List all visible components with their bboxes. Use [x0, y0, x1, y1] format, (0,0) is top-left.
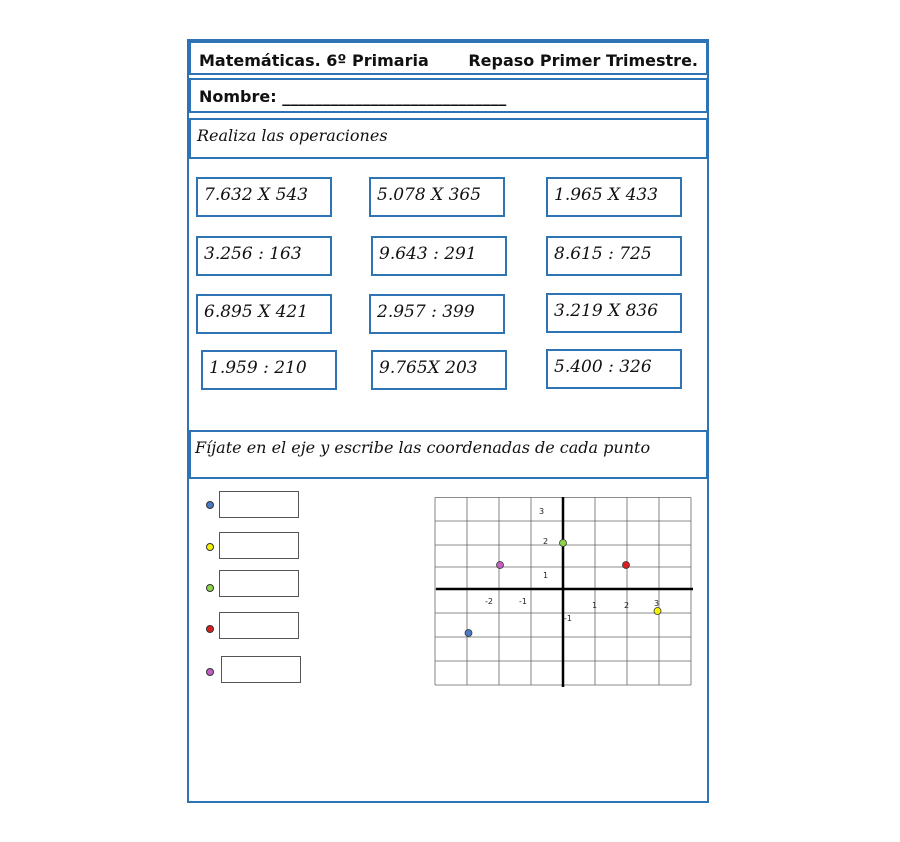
operation-box[interactable]: 5.400 : 326: [546, 349, 682, 389]
x-tick-label: 2: [624, 601, 630, 610]
purple-point-answer[interactable]: [221, 656, 301, 683]
point-red: [623, 562, 630, 569]
axes: [436, 497, 693, 687]
operation-box[interactable]: 8.615 : 725: [546, 236, 682, 276]
coordinates-instruction: Fíjate en el eje y escribe las coordenadas de cada punto: [195, 438, 651, 457]
point-yellow: [654, 608, 661, 615]
y-tick-label: 2: [543, 537, 549, 546]
operation-box[interactable]: 5.078 X 365: [369, 177, 505, 217]
header-band: [189, 41, 708, 75]
operations-instruction: Realiza las operaciones: [197, 126, 388, 145]
x-tick-label: -2: [485, 597, 493, 606]
operation-box[interactable]: 2.957 : 399: [369, 294, 505, 334]
x-tick-label: 3: [654, 599, 660, 608]
coordinates-instruction-band: [189, 430, 708, 479]
operations-instruction-band: [189, 118, 708, 159]
point-purple: [497, 562, 504, 569]
operation-box[interactable]: 3.256 : 163: [196, 236, 332, 276]
operation-box[interactable]: 9.643 : 291: [371, 236, 507, 276]
operation-box[interactable]: 3.219 X 836: [546, 293, 682, 333]
name-field[interactable]: Nombre: ____________________________: [199, 87, 507, 106]
y-tick-label: 1: [543, 571, 549, 580]
operation-box[interactable]: 7.632 X 543: [196, 177, 332, 217]
tick-labels: [485, 507, 659, 623]
y-tick-label: -1: [564, 614, 572, 623]
review-title: Repaso Primer Trimestre.: [468, 51, 698, 70]
coordinate-grid: [434, 497, 694, 691]
blue-point-marker: [206, 501, 214, 509]
x-tick-label: 1: [592, 601, 598, 610]
yellow-point-answer[interactable]: [219, 532, 299, 559]
yellow-point-marker: [206, 543, 214, 551]
x-tick-label: -1: [519, 597, 527, 606]
point-green: [560, 540, 567, 547]
coordinate-plane: [434, 497, 694, 687]
purple-point-marker: [206, 668, 214, 676]
y-tick-label: 3: [539, 507, 545, 516]
green-point-answer[interactable]: [219, 570, 299, 597]
operation-box[interactable]: 1.959 : 210: [201, 350, 337, 390]
subject-title: Matemáticas. 6º Primaria: [199, 51, 429, 70]
operation-box[interactable]: 6.895 X 421: [196, 294, 332, 334]
operation-box[interactable]: 1.965 X 433: [546, 177, 682, 217]
operation-box[interactable]: 9.765X 203: [371, 350, 507, 390]
name-band: [189, 78, 708, 113]
point-blue: [465, 630, 472, 637]
green-point-marker: [206, 584, 214, 592]
blue-point-answer[interactable]: [219, 491, 299, 518]
red-point-marker: [206, 625, 214, 633]
red-point-answer[interactable]: [219, 612, 299, 639]
